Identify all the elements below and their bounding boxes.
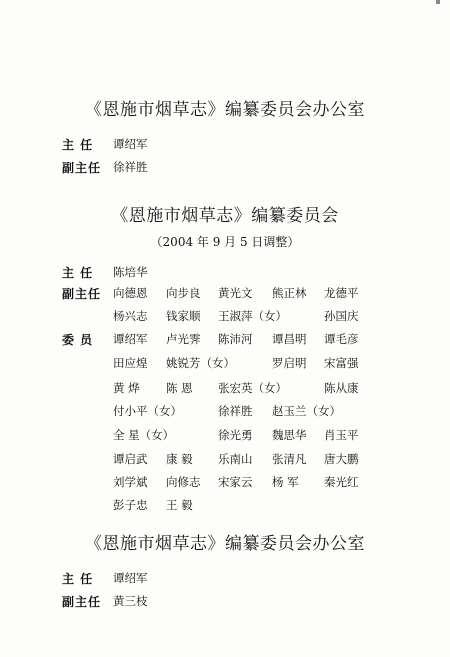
- member-name: 魏思华: [272, 428, 307, 442]
- member-name: 宋富强: [324, 356, 359, 370]
- office-director-role-2: 主 任: [62, 572, 94, 586]
- deputy-name: 向步良: [166, 286, 201, 300]
- deputy-name: 龙德平: [324, 286, 359, 300]
- office-director-role-1: 主 任: [62, 138, 94, 152]
- office-deputy-role-2: 副主任: [62, 595, 102, 609]
- member-name: 陈 恩: [166, 381, 193, 395]
- member-name: 卢光霁: [166, 332, 201, 346]
- member-name: 王 毅: [166, 498, 193, 512]
- member-name: 陈沛河: [218, 332, 253, 346]
- member-name: 赵玉兰（女）: [272, 404, 341, 418]
- office-director-name-1: 谭绍军: [113, 137, 148, 151]
- committee-members-role: 委 员: [62, 333, 94, 347]
- member-name: 陈从康: [324, 381, 359, 395]
- member-name: 谭昌明: [272, 332, 307, 346]
- deputy-name: 向德恩: [113, 286, 148, 300]
- scan-mark: [436, 0, 440, 4]
- committee-director-role: 主 任: [62, 266, 94, 280]
- member-name: 谭毛彦: [324, 332, 359, 346]
- deputy-name: 熊正林: [272, 286, 307, 300]
- member-name: 张清凡: [272, 452, 307, 466]
- member-name: 田应煌: [113, 356, 148, 370]
- deputy-name: 孙国庆: [324, 309, 359, 323]
- member-name: 秦光红: [324, 475, 359, 489]
- office-deputy-name-2: 黄三枝: [113, 594, 148, 608]
- committee-director-name: 陈培华: [113, 265, 148, 279]
- member-name: 肖玉平: [324, 428, 359, 442]
- member-name: 乐南山: [218, 452, 253, 466]
- member-name: 罗启明: [272, 356, 307, 370]
- member-name: 杨 军: [272, 475, 299, 489]
- committee-date-note: （2004 年 9 月 5 日调整）: [150, 235, 300, 249]
- member-name: 宋家云: [218, 475, 253, 489]
- deputy-name: 王淑萍（女）: [218, 309, 287, 323]
- member-name: 徐祥胜: [218, 404, 253, 418]
- member-name: 刘学斌: [113, 475, 148, 489]
- deputy-name: 杨兴志: [113, 309, 148, 323]
- member-name: 全 星（女）: [113, 428, 175, 442]
- member-name: 黄 烨: [113, 381, 140, 395]
- committee-deputy-role: 副主任: [62, 287, 102, 301]
- member-name: 谭绍军: [113, 332, 148, 346]
- member-name: 唐大鹏: [324, 452, 359, 466]
- member-name: 向修志: [166, 475, 201, 489]
- member-name: 彭子忠: [113, 498, 148, 512]
- deputy-name: 钱家顺: [166, 309, 201, 323]
- office-title-1: 《恩施市烟草志》编纂委员会办公室: [85, 100, 365, 120]
- member-name: 付小平（女）: [113, 404, 182, 418]
- deputy-name: 黄光文: [218, 286, 253, 300]
- member-name: 康 毅: [166, 452, 193, 466]
- office-director-name-2: 谭绍军: [113, 571, 148, 585]
- member-name: 谭启武: [113, 452, 148, 466]
- office-title-2: 《恩施市烟草志》编纂委员会办公室: [85, 534, 365, 554]
- member-name: 张宏英（女）: [218, 381, 287, 395]
- office-deputy-name-1: 徐祥胜: [113, 160, 148, 174]
- office-deputy-role-1: 副主任: [62, 161, 102, 175]
- committee-title: 《恩施市烟草志》编纂委员会: [111, 206, 339, 226]
- member-name: 姚锐芳（女）: [166, 356, 235, 370]
- member-name: 徐光勇: [218, 428, 253, 442]
